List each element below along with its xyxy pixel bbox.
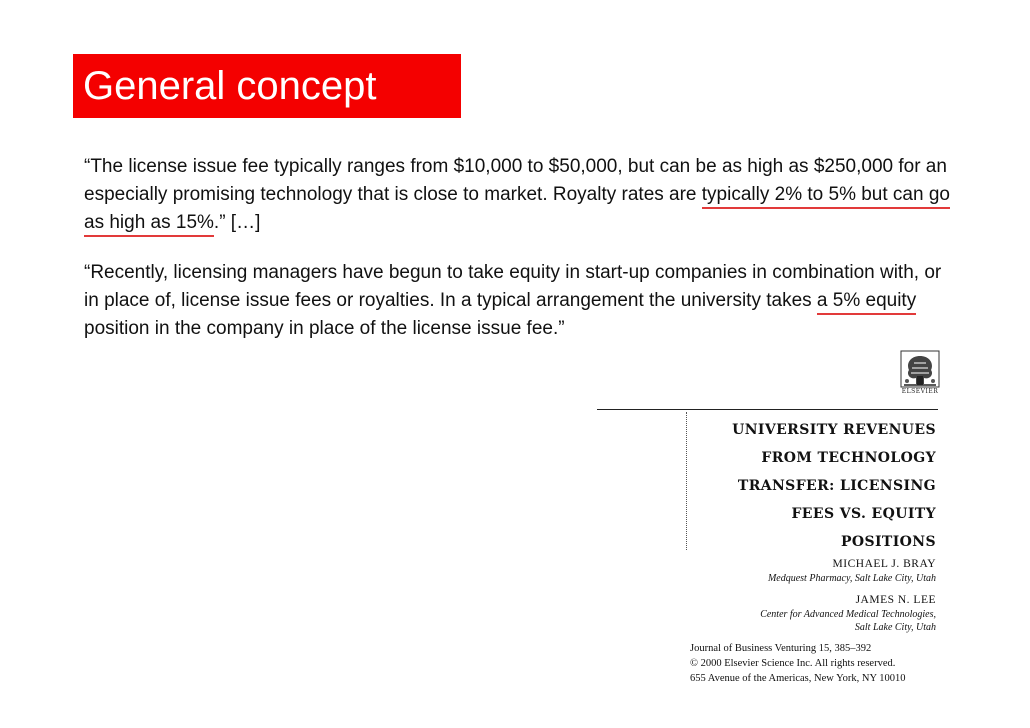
author-affiliation: Medquest Pharmacy, Salt Lake City, Utah	[767, 573, 936, 584]
article-title-line: FEES VS. EQUITY	[791, 506, 936, 522]
quote-license-fees	[84, 153, 954, 237]
article-title-line: POSITIONS	[840, 534, 936, 550]
author-name: MICHAEL J. BRAY	[832, 558, 936, 570]
slide-title: General concept	[83, 64, 377, 108]
quote-text: “The license issue fee typically ranges from $10,000 to $50,000, but can be as high as $250,000 for an especially promising technology that is close to market. Royalty rates are	[84, 156, 947, 205]
author-lee	[760, 593, 936, 634]
divider	[597, 409, 938, 410]
quote-text-end: .” […]	[213, 212, 261, 233]
citation-line: 655 Avenue of the Americas, New York, NY 10010	[690, 673, 906, 684]
citation-line: Journal of Business Venturing 15, 385–392	[690, 643, 872, 654]
journal-citation	[690, 641, 906, 686]
article-title-line: TRANSFER: LICENSING	[737, 478, 936, 494]
quote-text-end: position in the company in place of the license issue fee.”	[84, 318, 565, 339]
article-title-line: FROM TECHNOLOGY	[761, 450, 936, 466]
author-affiliation: Center for Advanced Medical Technologies,	[760, 609, 936, 620]
quote-equity	[84, 259, 954, 343]
article-title	[732, 416, 936, 556]
quote-text: “Recently, licensing managers have begun to take equity in start-up companies in combination with, or in place of, license issue fees or royalties. In a typical arrangement the university takes	[84, 262, 942, 311]
author-affiliation: Salt Lake City, Utah	[854, 622, 936, 633]
article-title-line: UNIVERSITY REVENUES	[732, 422, 936, 438]
elsevier-wordmark: ELSEVIER	[901, 388, 939, 395]
quote-highlight-equity: a 5% equity	[817, 290, 916, 315]
divider-vertical	[686, 412, 688, 550]
citation-line: © 2000 Elsevier Science Inc. All rights reserved.	[690, 658, 896, 669]
quote-highlight-royalty: typically 2% to 5% but can go as high as 15%	[84, 184, 950, 237]
author-bray	[768, 557, 936, 585]
title-banner	[73, 54, 461, 118]
author-name: JAMES N. LEE	[855, 594, 936, 606]
